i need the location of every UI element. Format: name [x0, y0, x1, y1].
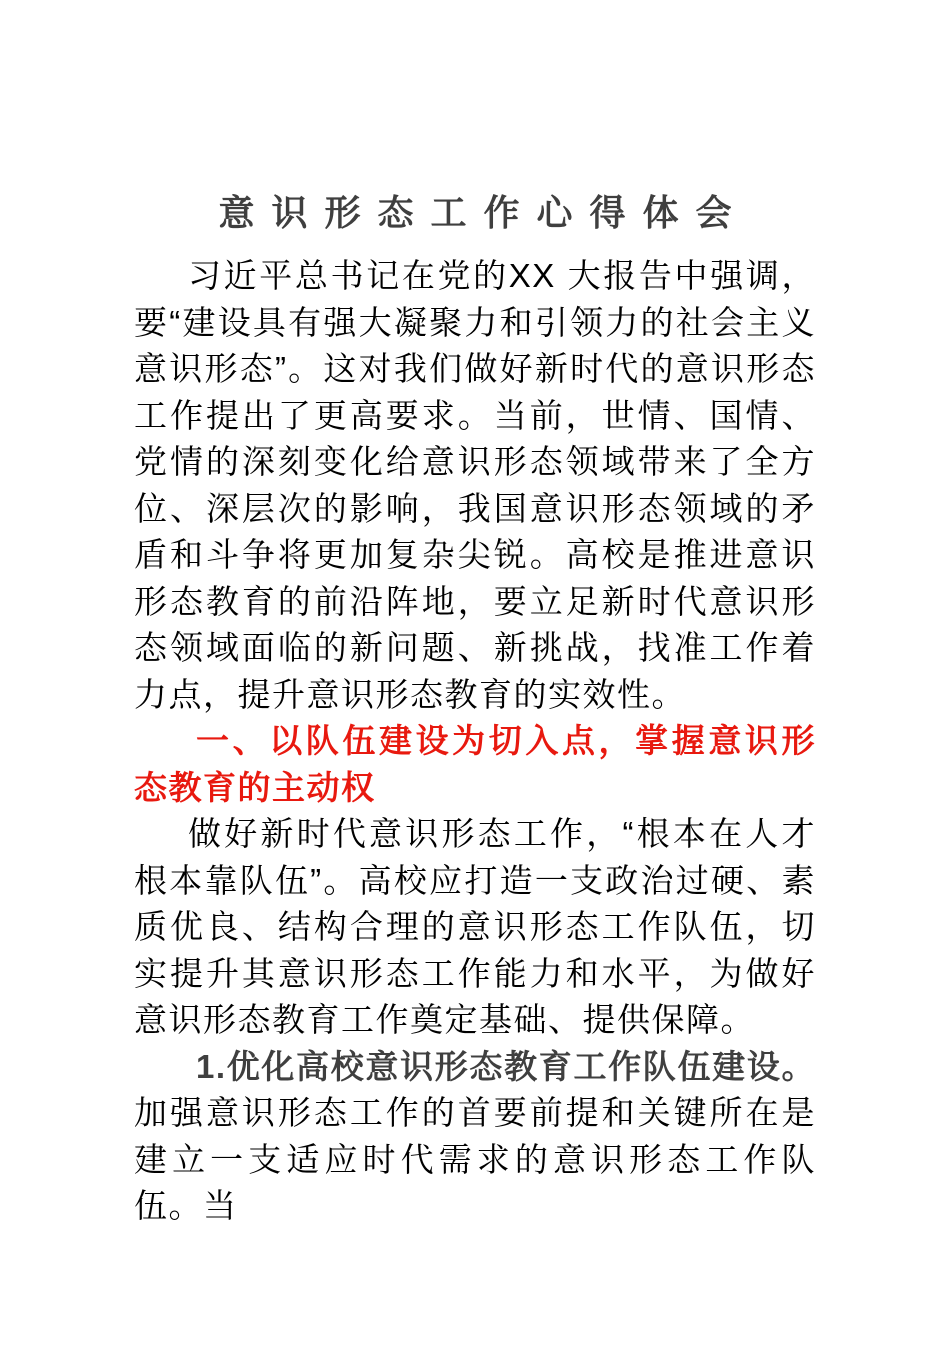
paragraph-point-1: [134, 1044, 816, 1230]
paragraph-point-1-text: 加强意识形态工作的首要前提和关键所在是建立一支适应时代需求的意识形态工作队伍。当: [134, 1094, 816, 1224]
paragraph-intro: 习近平总书记在党的XX 大报告中强调，要“建设具有强大凝聚力和引领力的社会主义意识形态”。这对我们做好新时代的意识形态工作提出了更高要求。当前，世情、国情、党情的深刻变化给意识形态领域带来了全方位、深层次的影响，我国意识形态领域的矛盾和斗争将更加复杂尖锐。高校是推进意识形态教育的前沿阵地，要立足新时代意识形态领域面临的新问题、新挑战，找准工作着力点，提升意识形态教育的实效性。: [134, 257, 816, 713]
document-title: 意识形态工作心得体会: [218, 192, 749, 233]
section-heading-1: 一、以队伍建设为切入点，掌握意识形态教育的主动权: [134, 722, 816, 806]
paragraph-team-building: 做好新时代意识形态工作，“根本在人才根本靠队伍”。高校应打造一支政治过硬、素质优良、结构合理的意识形态工作队伍，切实提升其意识形态工作能力和水平，为做好意识形态教育工作奠定基础、提供保障。: [134, 815, 816, 1038]
paragraph-point-1-lead: 1.优化高校意识形态教育工作队伍建设。: [196, 1047, 816, 1085]
